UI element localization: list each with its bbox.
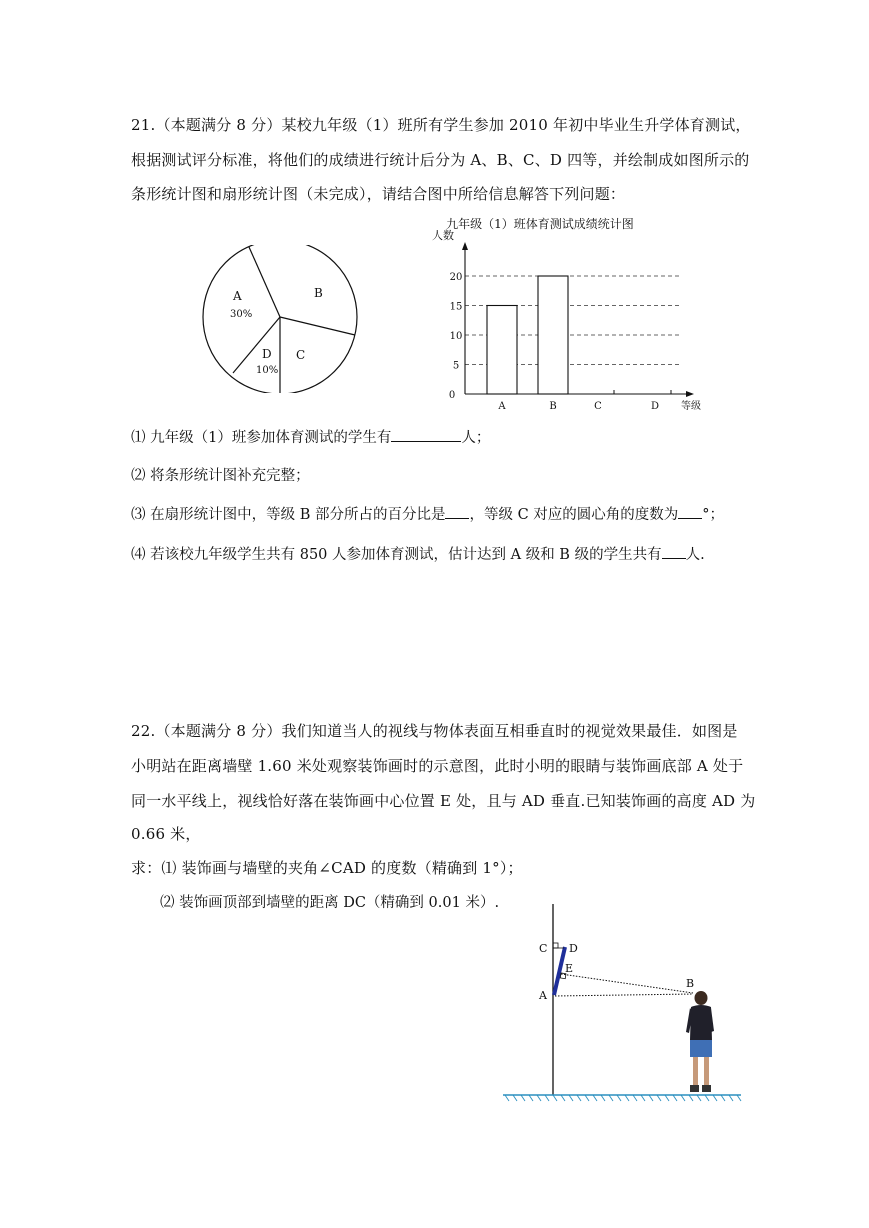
q21-sub-1-text: ⑴ 九年级（1）班参加体育测试的学生有 — [131, 430, 392, 446]
y-tick-label: 0 — [448, 390, 456, 401]
x-tick-label-d: D — [650, 401, 660, 412]
wall-painting-diagram — [495, 900, 750, 1110]
q22-ask-2: ⑵ 装饰画顶部到墙壁的距离 DC（精确到 0.01 米）. — [160, 895, 500, 911]
bar-chart — [420, 210, 720, 420]
q21-sub-3-text-a: ⑶ 在扇形统计图中，等级 B 部分所占的百分比是 — [131, 507, 446, 523]
decorative-painting — [554, 947, 565, 995]
q21-line-1: 21.（本题满分 8 分）某校九年级（1）班所有学生参加 2010 年初中毕业生升学体育测试， — [131, 116, 751, 134]
bar-a — [487, 306, 517, 395]
point-b-label: B — [686, 977, 695, 990]
x-tick-label-c: C — [594, 401, 602, 412]
pie-slice-b-label: B — [314, 286, 323, 300]
bar-chart-x-axis-label: 等级 — [681, 401, 701, 412]
q21-sub-2: ⑵ 将条形统计图补充完整； — [131, 468, 310, 484]
answer-blank-1[interactable] — [391, 427, 461, 442]
y-tick-label: 20 — [449, 272, 463, 283]
q21-line-3: 条形统计图和扇形统计图（未完成），请结合图中所给信息解答下列问题： — [131, 185, 626, 203]
q22-line-3: 同一水平线上，视线恰好落在装饰画中心位置 E 处，且与 AD 垂直.已知装饰画的高度 AD 为 — [131, 792, 756, 810]
y-tick-label: 15 — [449, 301, 463, 313]
answer-blank-3b[interactable] — [678, 504, 702, 519]
pie-slice-a-percent: 30% — [230, 309, 253, 320]
q22-ask-1: 求：⑴ 装饰画与墙壁的夹角∠CAD 的度数（精确到 1°）； — [131, 859, 523, 877]
q21-sub-4-unit: 人. — [685, 547, 705, 563]
bar-chart-y-axis-arrow — [462, 242, 468, 250]
bar-chart-y-axis-label: 人数 — [432, 229, 454, 242]
bar-chart-x-axis-arrow — [686, 391, 694, 397]
q21-line-2: 根据测试评分标准，将他们的成绩进行统计后分为 A、B、C、D 四等，并绘制成如图所示的 — [131, 151, 750, 169]
answer-blank-4[interactable] — [662, 544, 686, 559]
bar-chart-title: 九年级（1）班体育测试成绩统计图 — [446, 217, 634, 231]
bar-b — [538, 276, 568, 394]
q21-sub-3-text-c: °； — [702, 507, 725, 523]
pie-slice-d-label: D — [262, 347, 272, 361]
answer-blank-3a[interactable] — [445, 504, 469, 519]
pie-slice-a-label: A — [233, 289, 242, 303]
pie-slice-c-label: C — [296, 348, 306, 362]
q22-line-1: 22.（本题满分 8 分）我们知道当人的视线与物体表面互相垂直时的视觉效果最佳．如图是 — [131, 722, 738, 740]
q21-sub-3 — [131, 503, 724, 524]
point-a-label: A — [539, 989, 547, 1002]
boy-figure — [686, 991, 714, 1092]
ground-hatching — [505, 1095, 741, 1101]
q21-sub-4-text: ⑷ 若该校九年级学生共有 850 人参加体育测试，估计达到 A 级和 B 级的学生共有 — [131, 547, 662, 563]
q21-sub-1 — [131, 426, 490, 447]
pie-slice-d-percent: 10% — [256, 365, 279, 376]
y-tick-label: 5 — [452, 360, 460, 372]
q22-line-2: 小明站在距离墙壁 1.60 米处观察装饰画时的示意图，此时小明的眼睛与装饰画底部 A 处于 — [131, 757, 744, 775]
right-angle-mark-c — [553, 943, 558, 948]
x-tick-label-b: B — [549, 401, 557, 412]
q22-line-4: 0.66 米， — [131, 825, 201, 843]
pie-chart — [200, 245, 362, 393]
sight-line-be — [561, 974, 693, 993]
point-d-label: D — [569, 942, 578, 955]
q21-sub-4 — [131, 543, 705, 564]
point-c-label: C — [539, 942, 548, 955]
y-tick-label: 10 — [449, 331, 463, 342]
point-e-label: E — [565, 962, 574, 975]
q21-sub-3-text-b: ，等级 C 对应的圆心角的度数为 — [469, 507, 679, 523]
x-tick-label-a: A — [498, 401, 506, 412]
sight-line-ba — [555, 994, 693, 996]
q21-sub-1-unit: 人； — [461, 430, 491, 446]
